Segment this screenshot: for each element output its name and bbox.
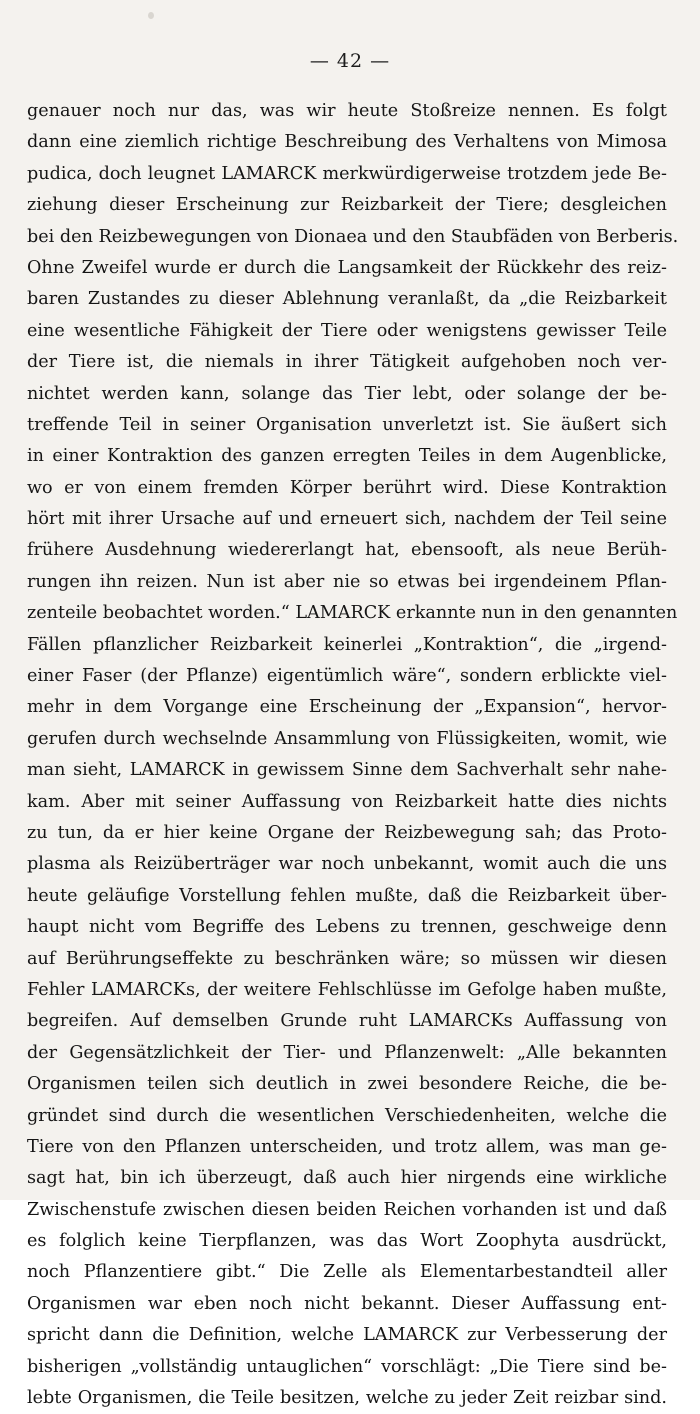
text-line: Organismen war eben noch nicht bekannt. Dieser Auffassung ent- xyxy=(27,1293,667,1314)
text-line: der Gegensätzlichkeit der Tier- und Pflanzenwelt: „Alle bekannten xyxy=(27,1042,667,1063)
text-line: spricht dann die Definition, welche LAMARCK zur Verbesserung der xyxy=(27,1325,667,1346)
text-line: heute geläufige Vorstellung fehlen mußte, daß die Reizbarkeit über- xyxy=(27,885,667,906)
paper-speck xyxy=(148,12,154,19)
text-line: kam. Aber mit seiner Auffassung von Reizbarkeit hatte dies nichts xyxy=(27,791,667,812)
text-line: gründet sind durch die wesentlichen Verschiedenheiten, welche die xyxy=(27,1105,667,1126)
text-line: bisherigen „vollständig untauglichen“ vorschlägt: „Die Tiere sind be- xyxy=(27,1356,667,1377)
text-line: begreifen. Auf demselben Grunde ruht LAMARCKs Auffassung von xyxy=(27,1011,667,1032)
text-line: gerufen durch wechselnde Ansammlung von Flüssigkeiten, womit, wie xyxy=(27,728,667,749)
text-line: Organismen teilen sich deutlich in zwei besondere Reiche, die be- xyxy=(27,1074,667,1095)
text-line: auf Berührungseffekte zu beschränken wäre; so müssen wir diesen xyxy=(27,948,667,969)
text-line: frühere Ausdehnung wiedererlangt hat, ebensooft, als neue Berüh- xyxy=(27,540,667,561)
text-line: in einer Kontraktion des ganzen erregten Teiles in dem Augenblicke, xyxy=(27,446,667,467)
text-line: mehr in dem Vorgange eine Erscheinung der „Expansion“, hervor- xyxy=(27,697,667,718)
page-number: — 42 — xyxy=(309,50,391,72)
text-line: lebte Organismen, die Teile besitzen, welche zu jeder Zeit reizbar sind. xyxy=(27,1388,667,1409)
text-line: wo er von einem fremden Körper berührt wird. Diese Kontraktion xyxy=(27,477,667,498)
text-line: pudica, doch leugnet LAMARCK merkwürdigerweise trotzdem jede Be- xyxy=(27,163,667,184)
text-line: Zwischenstufe zwischen diesen beiden Reichen vorhanden ist und daß xyxy=(27,1199,667,1220)
text-line: Tiere von den Pflanzen unterscheiden, und trotz allem, was man ge- xyxy=(27,1136,667,1157)
text-line: ziehung dieser Erscheinung zur Reizbarkeit der Tiere; desgleichen xyxy=(27,195,667,216)
text-line: eine wesentliche Fähigkeit der Tiere oder wenigstens gewisser Teile xyxy=(27,320,667,341)
text-line: es folglich keine Tierpflanzen, was das Wort Zoophyta ausdrückt, xyxy=(27,1231,667,1252)
text-line: baren Zustandes zu dieser Ablehnung veranlaßt, da „die Reizbarkeit xyxy=(27,289,667,310)
text-line: treffende Teil in seiner Organisation unverletzt ist. Sie äußert sich xyxy=(27,414,667,435)
text-line: hört mit ihrer Ursache auf und erneuert sich, nachdem der Teil seine xyxy=(27,509,667,530)
text-line: genauer noch nur das, was wir heute Stoßreize nennen. Es folgt xyxy=(27,101,667,121)
text-line: einer Faser (der Pflanze) eigentümlich wäre“, sondern erblickte viel- xyxy=(27,666,667,687)
text-line: sagt hat, bin ich überzeugt, daß auch hier nirgends eine wirkliche xyxy=(27,1168,667,1189)
text-line: haupt nicht vom Begriffe des Lebens zu trennen, geschweige denn xyxy=(27,917,667,938)
text-line: man sieht, LAMARCK in gewissem Sinne dem Sachverhalt sehr nahe- xyxy=(27,760,667,781)
text-line: rungen ihn reizen. Nun ist aber nie so etwas bei irgendeinem Pflan- xyxy=(27,571,667,592)
text-line: der Tiere ist, die niemals in ihrer Tätigkeit aufgehoben noch ver- xyxy=(27,352,667,373)
text-line: dann eine ziemlich richtige Beschreibung des Verhaltens von Mimosa xyxy=(27,132,667,153)
text-line: noch Pflanzentiere gibt.“ Die Zelle als Elementarbestandteil aller xyxy=(27,1262,667,1283)
text-line: plasma als Reizüberträger war noch unbekannt, womit auch die uns xyxy=(27,854,667,875)
body-text xyxy=(27,96,679,1414)
text-line: zu tun, da er hier keine Organe der Reizbewegung sah; das Proto- xyxy=(27,822,667,843)
text-line: zenteile beobachtet worden.“ LAMARCK erkannte nun in den genannten xyxy=(27,603,678,624)
text-line: Fehler LAMARCKs, der weitere Fehlschlüsse im Gefolge haben mußte, xyxy=(27,979,667,1000)
text-line: Fällen pflanzlicher Reizbarkeit keinerlei „Kontraktion“, die „irgend- xyxy=(27,634,667,655)
text-line: nichtet werden kann, solange das Tier lebt, oder solange der be- xyxy=(27,383,667,404)
text-line: Ohne Zweifel wurde er durch die Langsamkeit der Rückkehr des reiz- xyxy=(27,257,667,278)
text-line: bei den Reizbewegungen von Dionaea und den Staubfäden von Berberis. xyxy=(27,226,679,247)
